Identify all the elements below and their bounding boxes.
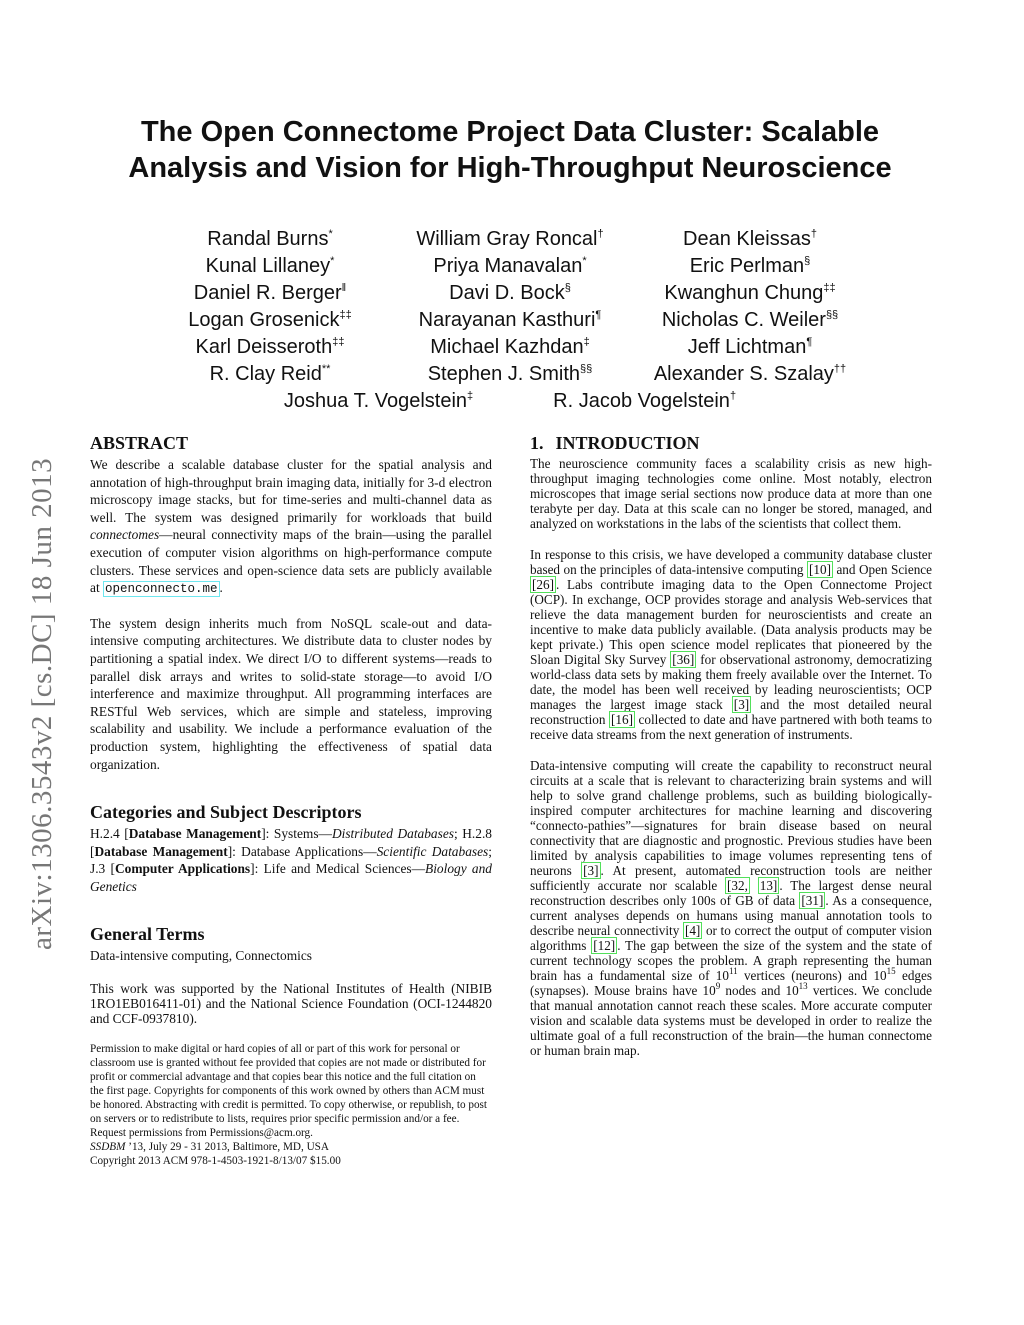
author-name: Daniel R. Berger‖ [193,282,347,304]
author-row [150,388,870,415]
citation-31[interactable]: [31] [801,893,824,908]
categories-text: H.2.4 [Database Management]: Systems—Distributed Databases; H.2.8 [Database Management]: Database Applications—Scientific Databases; J.3 [Computer Applications]: Life and Medical Sciences—Biology and Genetics [90,826,493,894]
categories-heading: Categories and Subject Descriptors [90,802,362,823]
author-name: Logan Grosenick‡‡ [188,309,352,331]
general-terms-text: Data-intensive computing, Connectomics [90,948,313,964]
affiliation-mark: †† [833,363,847,375]
arxiv-identifier: arXiv:1306.3543v2 [cs.DC] 18 Jun 2013 [26,457,58,950]
affiliation-mark: * [582,255,587,267]
citation-26[interactable]: [26] [532,577,554,592]
author-row [150,334,870,361]
title-line-2: Analysis and Vision for High-Throughput Neuroscience [128,152,892,184]
author-name: Jeff Lichtman¶ [687,336,813,358]
author-name: William Gray Roncal† [416,228,604,250]
general-terms-heading: General Terms [90,924,205,945]
venue-line: SSDBM ’13, July 29 - 31 2013, Baltimore, MD, USA [90,1141,329,1154]
affiliation-mark: ¶ [595,309,602,321]
permission-block [90,1042,492,1168]
citation-4[interactable]: [4] [684,923,701,938]
citation-12[interactable]: [12] [593,938,616,953]
affiliation-mark: † [597,228,604,240]
citation-16[interactable]: [16] [611,712,633,727]
author-row [150,361,870,388]
abstract-heading: ABSTRACT [90,433,189,453]
left-column [90,432,492,1168]
affiliation-mark: † [810,228,817,240]
affiliation-mark: ‖ [341,282,347,294]
author-name: Narayanan Kasthuri¶ [418,309,602,331]
author-row [150,226,870,253]
abstract-paragraph-2: The system design inherits much from NoSQL scale-out and data-intensive computing architectures. We distribute data to cluster nodes by partitioning a spatial index. We direct I/O to different systems—reads to parallel disk arrays and writes to solid-state storage—to avoid I/O interference and maximize throughput. All programming interfaces are RESTful Web services, which are simple and stateless, improving scalability and usability. We include a performance evaluation of the production system, highlighting the effectiveness of spatial data organization. [90,615,492,772]
copyright-line: Copyright 2013 ACM 978-1-4503-1921-8/13/07 $15.00 [90,1155,341,1168]
author-name: Nicholas C. Weiler§§ [661,309,839,331]
affiliation-mark: ‡ [467,390,474,402]
introduction-heading: 1. INTRODUCTION [530,433,700,453]
author-name: Stephen J. Smith§§ [427,363,593,385]
paper-title [70,114,950,186]
author-row [150,253,870,280]
citation-10[interactable]: [10] [808,562,831,577]
author-name: Michael Kazhdan‡ [430,336,590,358]
intro-paragraph-3: Data-intensive computing will create the capability to reconstruct neural circuits at a scale that is relevant to characterizing brain systems and will help to solve grand challenge problems, such as building biologically-inspired computer architectures for machine learning and discovering “connecto-pathies”—signatures for brain disease based on neural connectivity that are diagnostic and prognostic. Previous studies have been limited by analysis capabilities to image volumes representing tens of neurons [3] . At present, automated reconstruction tools are neither sufficiently accurate nor scalable [32, 13] . The largest dense neural reconstruction describes only 100s of GB of data [31] . As a consequence, current analyses depends on humans using manual annotation tools to describe neural connectivity [4] or to correct the output of computer vision algorithms [12] . The gap between the size of the system and the state of current technology scopes the problem. A graph representing the human brain has a fundamental size of $10^{11}$ vertices (neurons) and $10^{15}$ edges (synapses). Mouse brains have $10^9$ nodes and $10^{13}$ vertices. We conclude that manual annotation cannot reach these scales. More accurate computer vision and scalable data systems must be developed in order to realize the ultimate goal of a full reconstruction of the brain—the human connectome or human brain map. [530,758,933,1058]
affiliation-mark: ‡‡ [339,309,352,321]
affiliation-mark: ‡‡ [332,336,345,348]
author-name: Joshua T. Vogelstein‡ [283,390,474,412]
author-name: Dean Kleissas† [683,228,817,250]
citation-32[interactable]: [32, [727,878,748,893]
affiliation-mark: ‡‡ [823,282,836,294]
intro-paragraph-2: In response to this crisis, we have developed a community database cluster based on the principles of data-intensive computing [10] and Open Science [26] . Labs contribute imaging data to the Open Connectome Project (OCP). In exchange, OCP provides storage and analysis Web-services that relieve the data management burden for neuroscientists and create an incentive to make data publicly available. (Data analysis products may be kept private.) This open science model replicates that pioneered by the Sloan Digital Sky Survey [36] for observational astronomy, democratizing world-class data sets by making them freely available over the Internet. To date, the model has been well received by leading neuroscientists; OCP manages the largest image stack [3] and the most detailed neural reconstruction [16] collected to date and have partnered with both teams to receive data streams from the next generation of instruments. [530,547,932,742]
author-name: Eric Perlman§ [689,255,811,277]
author-name: Kunal Lillaney* [205,255,335,277]
citation-36[interactable]: [36] [672,652,695,667]
author-row [150,307,870,334]
affiliation-mark: ¶ [806,336,813,348]
author-row [150,280,870,307]
affiliation-mark: §§ [825,309,839,321]
author-name: Kwanghun Chung‡‡ [664,282,836,304]
author-name: Davi D. Bock§ [449,282,571,304]
affiliation-mark: † [729,390,737,402]
affiliation-mark: § [804,255,811,267]
author-name: Randal Burns* [207,228,333,250]
affiliation-mark: § [564,282,571,294]
openconnecto-link[interactable]: openconnecto.me [105,582,218,597]
affiliation-mark: §§ [580,363,593,375]
funding-note: This work was supported by the National Institutes of Health (NIBIB 1RO1EB016411-01) and the National Science Foundation (OCI-1244820 and CCF-0937810). [90,981,492,1027]
citation-3b[interactable]: [3] [583,863,599,878]
citation-13[interactable]: 13] [759,878,778,893]
affiliation-mark: * [328,228,333,240]
author-name: R. Jacob Vogelstein† [553,390,737,412]
title-line-1: The Open Connectome Project Data Cluster: Scalable [140,116,880,148]
citation-3[interactable]: [3] [733,697,750,712]
abstract-paragraph-1: We describe a scalable database cluster for the spatial analysis and annotation of high-throughput brain imaging data, initially for 3-d electron microscopy image stacks, but for time-series and multi-channel data as well. The system was designed primarily for workloads that build connectomes—neural connectivity maps of the brain—using the parallel execution of computer vision algorithms on high-performance compute clusters. These services and open-science data sets are publicly available at openconnecto.me . [90,457,492,597]
affiliation-mark: ** [321,363,331,375]
affiliation-mark: ‡ [583,336,590,348]
author-name: Priya Manavalan* [433,255,587,277]
author-block [150,226,870,415]
affiliation-mark: * [330,255,335,267]
author-name: R. Clay Reid** [209,363,331,385]
author-name: Alexander S. Szalay†† [653,363,847,385]
permission-text: Permission to make digital or hard copies of all or part of this work for personal or classroom use is granted without fee provided that copies are not made or distributed for profit or commercial advantage and that copies bear this notice and the full citation on the first page. Copyrights for components of this work owned by others than ACM must be honored. Abstracting with credit is permitted. To copy otherwise, or republish, to post on servers or to redistribute to lists, requires prior specific permission and/or a fee. Request permissions from Permissions@acm.org. [90,1043,488,1140]
intro-paragraph-1: The neuroscience community faces a scalability crisis as new high-throughput imaging technologies come online. Most notably, electron microscopes that image serial sections now produce data at more than one terabyte per day. Data at this scale can no longer be stored, managed, and analyzed on workstations in the labs of the scientists that collect them. [530,456,932,531]
author-name: Karl Deisseroth‡‡ [195,336,345,358]
right-column [530,432,932,1058]
